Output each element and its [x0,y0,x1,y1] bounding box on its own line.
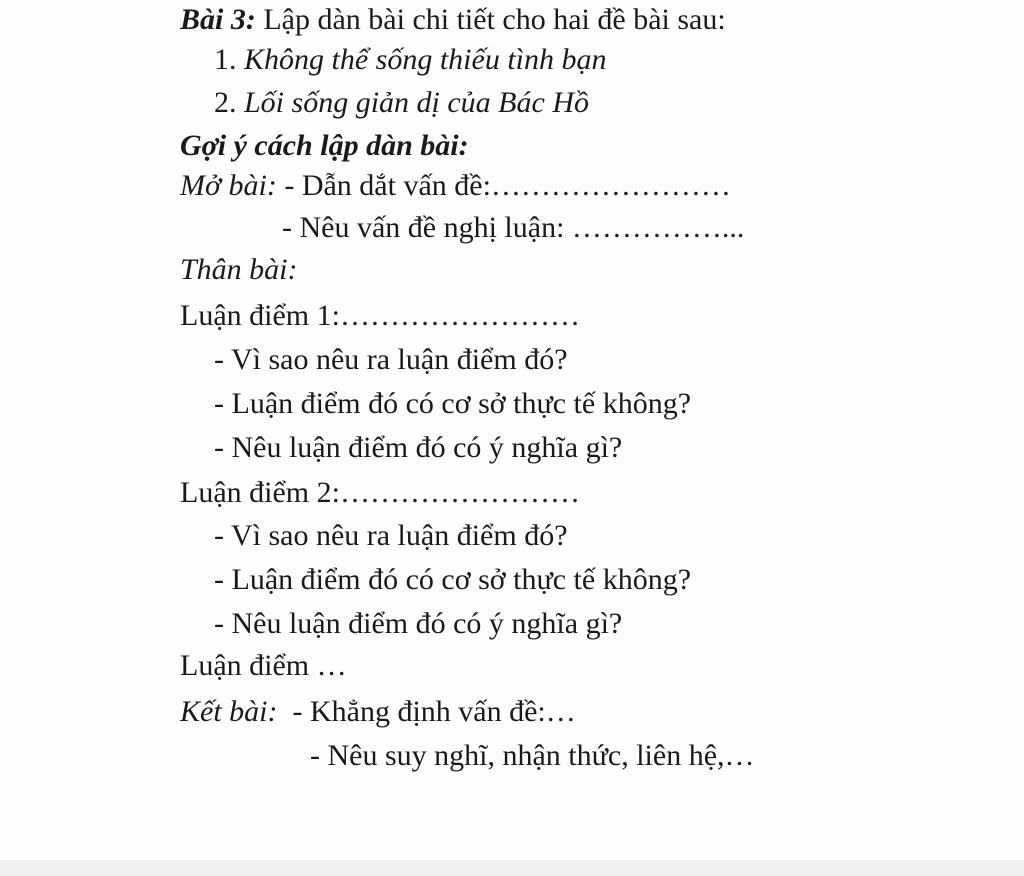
argument-1-question-2: - Luận điểm đó có cơ sở thực tế không? [214,387,692,420]
argument-1-title: Luận điểm 1:…………………… [180,299,580,332]
argument-more: Luận điểm … [180,649,347,682]
topic-1-number: 1. [214,43,244,76]
argument-2-question-3: - Nêu luận điểm đó có ý nghĩa gì? [214,607,623,640]
conclusion-affirm-text: - Khẳng định vấn đề:… [277,695,576,728]
conclusion-affirm [180,694,576,730]
topic-2-number: 2. [214,86,244,119]
intro-state-issue: - Nêu vấn đề nghị luận: ……………... [282,211,745,244]
topic-2-title: Lối sống giản dị của Bác Hồ [244,86,589,119]
argument-2-question-1: - Vì sao nêu ra luận điểm đó? [214,519,568,552]
conclusion-label: Kết bài: [180,695,278,728]
exercise-label: Bài 3: [180,3,256,36]
argument-2-title: Luận điểm 2:…………………… [180,476,580,509]
intro-lead-in [180,168,731,204]
exercise-instruction: Lập dàn bài chi tiết cho hai đề bài sau: [255,3,726,36]
exercise-header [180,2,726,38]
guide-heading: Gợi ý cách lập dàn bài: [180,129,469,162]
topic-1-title: Không thể sống thiếu tình bạn [244,43,607,76]
argument-1-question-3: - Nêu luận điểm đó có ý nghĩa gì? [214,431,623,464]
topic-2 [214,85,589,121]
intro-lead-in-text: - Dẫn dắt vấn đề:…………………… [276,169,731,202]
conclusion-reflect: - Nêu suy nghĩ, nhận thức, liên hệ,… [310,739,755,772]
bottom-strip [0,860,1024,876]
intro-label: Mở bài: [180,169,277,202]
argument-2-question-2: - Luận điểm đó có cơ sở thực tế không? [214,563,692,596]
topic-1 [214,42,607,78]
argument-1-question-1: - Vì sao nêu ra luận điểm đó? [214,343,568,376]
body-label: Thân bài: [180,253,298,286]
